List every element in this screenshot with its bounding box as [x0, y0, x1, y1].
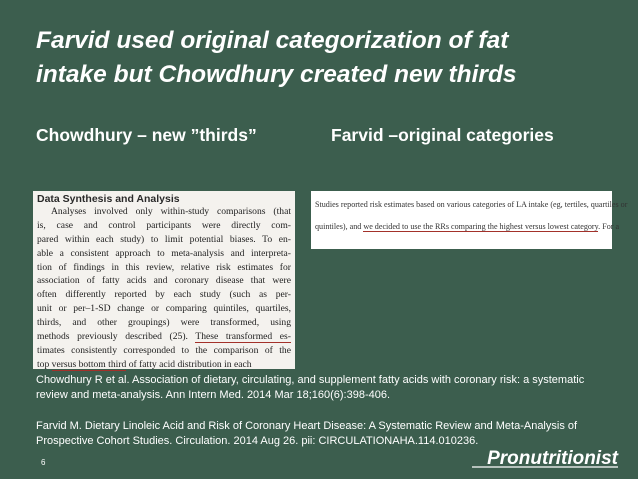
title-line-2: intake but Chowdhury created new thirds — [36, 61, 517, 88]
excerpt-heading: Data Synthesis and Analysis — [37, 193, 180, 205]
excerpt-line — [33, 330, 295, 344]
excerpt-text: top — [37, 358, 50, 370]
pronutritionist-logo — [452, 446, 618, 470]
excerpt-line: Studies reported risk estimates based on various categories of LA intake (eg, tertiles, quartiles or — [315, 200, 628, 209]
excerpt-line: Analyses involved only within-study comparisons (that — [51, 206, 291, 217]
logo-text: Pronutritionist — [487, 448, 618, 469]
chowdhury-excerpt-image — [33, 191, 295, 369]
subtitle-chowdhury: Chowdhury – new ”thirds” — [36, 125, 257, 145]
slide-title — [36, 24, 626, 92]
underlined-phrase: These transformed es- — [195, 331, 291, 343]
excerpt-line — [311, 221, 620, 233]
excerpt-line: unit or per–1-SD change or comparing quintiles, quartiles, — [37, 303, 291, 315]
excerpt-line: association of fatty acids and coronary disease that were — [37, 275, 291, 287]
excerpt-text: . For a — [598, 222, 620, 231]
excerpt-line: able a consistent approach to meta-analysis and interpreta- — [37, 247, 291, 259]
underlined-phrase: versus bottom third — [51, 358, 127, 370]
subtitle-farvid: Farvid –original categories — [331, 125, 554, 145]
farvid-excerpt-image — [311, 191, 628, 249]
underlined-phrase: we decided to use the RRs comparing the highest versus lowest category — [363, 222, 599, 231]
excerpt-line: pared within each study) to limit potential biases. To en- — [37, 233, 291, 245]
title-line-1: Farvid used original categorization of fat — [36, 27, 509, 54]
citation-chowdhury: Chowdhury R et al. Association of dietary, circulating, and supplement fatty acids with coronary risk: a systematic review and meta-analysis. Ann Intern Med. 2014 Mar 18;160(6):398-406. — [36, 374, 585, 401]
page-number: 6 — [41, 458, 46, 467]
excerpt-text: of fatty acid distribution in each — [128, 358, 252, 370]
excerpt-line: thirds, and other groupings) were transformed, using — [37, 317, 291, 329]
excerpt-line — [33, 358, 295, 372]
excerpt-text: methods previously described (25). — [37, 331, 188, 343]
citation-farvid: Farvid M. Dietary Linoleic Acid and Risk of Coronary Heart Disease: A Systematic Review and Meta-Analysis of Prospective Cohort Studies. Circulation. 2014 Aug 26. pii: CIRCULATIONAHA.114.010236. — [36, 420, 578, 447]
excerpt-line: tion of findings in this review, relative risk estimates for — [37, 261, 291, 273]
excerpt-line: often differently reported by each study (such as per- — [37, 289, 291, 301]
excerpt-line: is, case and control participants were directly com- — [37, 219, 291, 231]
excerpt-text: quintiles), and — [315, 222, 362, 231]
excerpt-line: timates consistently corresponded to the comparison of the — [37, 344, 291, 356]
